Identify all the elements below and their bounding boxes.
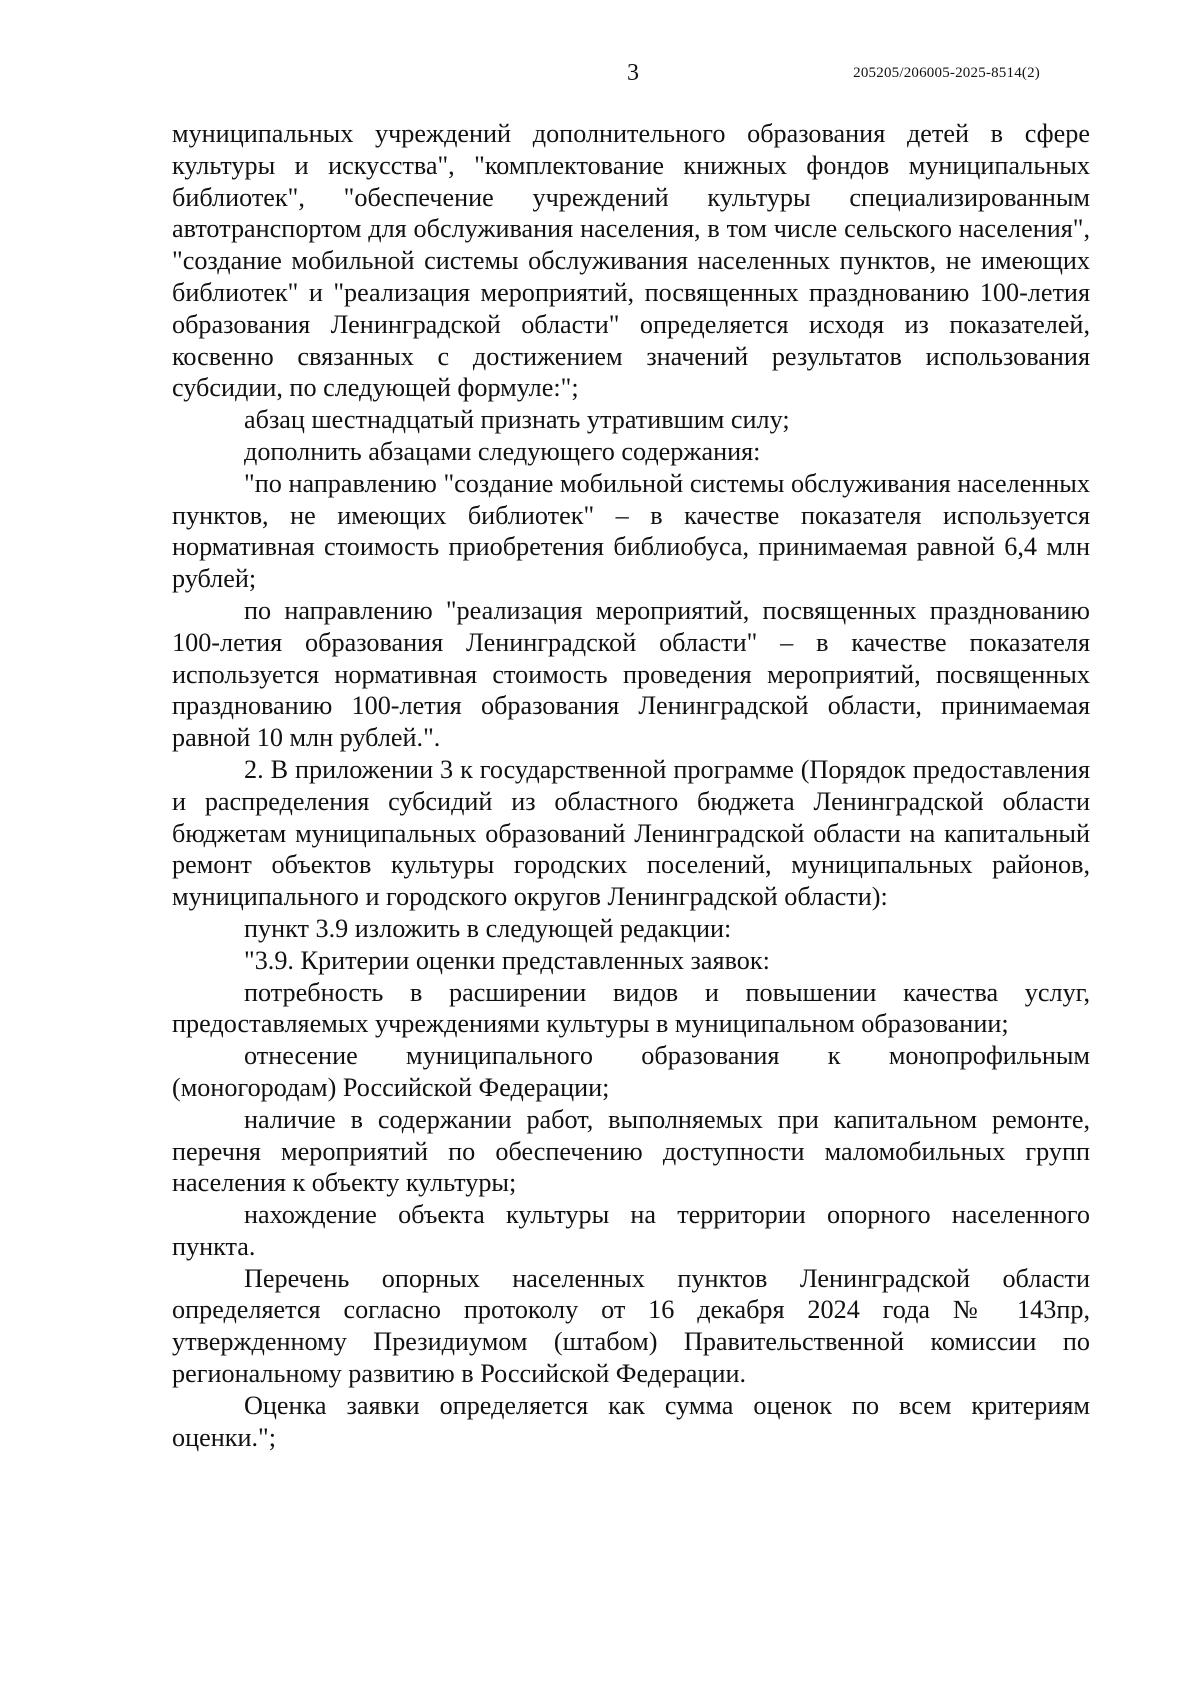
paragraph-abzats-16: абзац шестнадцатый признать утратившим силу; <box>244 405 790 435</box>
paragraph-criterion-4: нахождение объекта культуры на территории опорного населенного пункта. <box>172 1200 1090 1261</box>
paragraph-continuation: муниципальных учреждений дополнительного образования детей в сфере культуры и искусства", "комплектование книжных фондов муниципальных библиотек", "обеспечение учреждений культуры специализированным автотранспортом для обслуживания населения, в том числе сельского населения", "создание мобильной системы обслуживания населенных пунктов, не имеющих библиотек" и "реализация мероприятий, посвященных празднованию 100-летия образования Ленинградской области" определяется исходя из показателей, косвенно связанных с достижением значений результатов использования субсидии, по следующей формуле:"; <box>172 119 1090 403</box>
document-id: 205205/206005-2025-8514(2) <box>853 65 1040 81</box>
paragraph-bibliobus: "по направлению "создание мобильной системы обслуживания населенных пунктов, не имеющих библиотек" – в качестве показателя используется нормативная стоимость приобретения библиобуса, принимаемая равной 6,4 млн рублей; <box>172 468 1090 594</box>
paragraph-criterion-1: потребность в расширении видов и повышении качества услуг, предоставляемых учреждениями культуры в муниципальном образовании; <box>172 977 1090 1039</box>
paragraph-dopolnit: дополнить абзацами следующего содержания: <box>244 436 761 466</box>
page-number: 3 <box>627 60 639 86</box>
paragraph-criterion-3: наличие в содержании работ, выполняемых при капитальном ремонте, перечня мероприятий по обеспечению доступности маломобильных групп населения к объекту культуры; <box>172 1104 1090 1198</box>
paragraph-item-2: 2. В приложении 3 к государственной программе (Порядок предоставления и распределения субсидий из областного бюджета Ленинградской области бюджетам муниципальных образований Ленинградской области на капитальный ремонт объектов культуры городских поселений, муниципальных районов, муниципального и городского округов Ленинградской области): <box>172 754 1090 912</box>
paragraph-opornye-punkty: Перечень опорных населенных пунктов Ленинградской области определяется согласно протоколу от 16 декабря 2024 года № 143пр, утвержденному Президиумом (штабом) Правительственной комиссии по региональному развитию в Российской Федерации. <box>172 1263 1090 1389</box>
document-body <box>172 118 1090 1453</box>
paragraph-punkt-3-9: пункт 3.9 изложить в следующей редакции: <box>244 913 732 943</box>
paragraph-100-letie: по направлению "реализация мероприятий, посвященных празднованию 100-летия образования Ленинградской области" – в качестве показателя используется нормативная стоимость проведения мероприятий, посвященных празднованию 100-летия образования Ленинградской области, принимаемая равной 10 млн рублей.". <box>172 595 1090 753</box>
paragraph-criterion-2: отнесение муниципального образования к монопрофильным (моногородам) Российской Федерации; <box>172 1041 1090 1102</box>
paragraph-ocenka: Оценка заявки определяется как сумма оценок по всем критериям оценки."; <box>172 1390 1090 1452</box>
paragraph-criteria-heading: "3.9. Критерии оценки представленных заявок: <box>244 945 770 975</box>
